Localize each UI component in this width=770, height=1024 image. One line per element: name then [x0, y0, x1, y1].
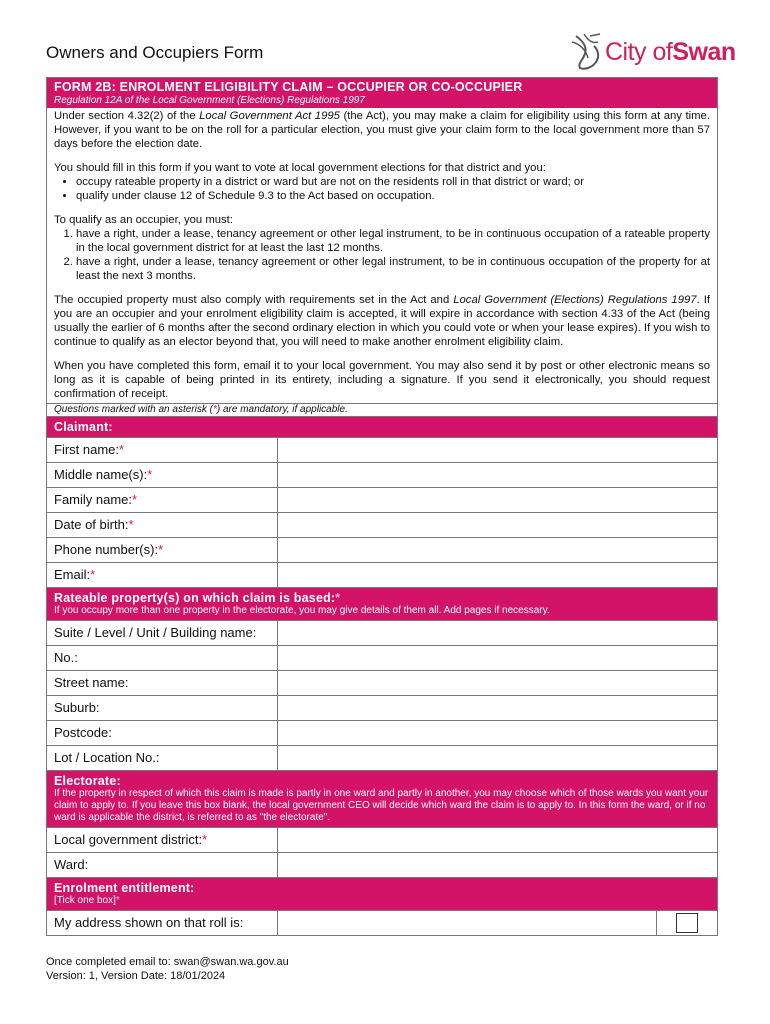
email-field[interactable] [278, 563, 717, 587]
city-of-swan-logo [570, 32, 736, 72]
intro-paragraph-1: Under section 4.32(2) of the Local Government Act 1995 (the Act), you may make a claim for eligibility using this form at any time. However, if you want to be on the roll for a particular election, you must give your claim form to the local government more than 57 days before the election date. [54, 110, 710, 150]
electorate-heading: Electorate: [54, 774, 121, 788]
postcode-label: Postcode: [47, 721, 278, 745]
ward-field[interactable] [278, 853, 717, 877]
middle-name-field[interactable] [278, 463, 717, 487]
logo-swan-text: Swan [672, 37, 736, 66]
footer-version-line: Version: 1, Version Date: 18/01/2024 [46, 970, 226, 982]
form-regulation: Regulation 12A of the Local Government (Elections) Regulations 1997 [54, 95, 365, 106]
ward-row [47, 852, 717, 877]
date-of-birth-label: Date of birth:* [47, 513, 278, 537]
lg-district-label: Local government district:* [47, 828, 278, 852]
phone-row [47, 537, 717, 562]
street-number-row [47, 645, 717, 670]
middle-name-label: Middle name(s):* [47, 463, 278, 487]
claimant-heading: Claimant: [54, 420, 113, 434]
address-roll-checkbox[interactable] [676, 913, 698, 933]
bullet-item: • occupy rateable property in a district or ward but are not on the residents roll in that district or ward; or [76, 175, 710, 189]
lot-number-label: Lot / Location No.: [47, 746, 278, 770]
entitlement-note: [Tick one box]* [54, 895, 120, 906]
building-name-row [47, 620, 717, 645]
electorate-note: If the property in respect of which this claim is made is partly in one ward and partly in another, you may choose which of those wards you want your claim to apply to. If you leave this box blank, the local government CEO will decide which ward the claim is to apply to. In this form the ward, or if no ward is applicable the district, is referred to as "the electorate". [54, 788, 709, 823]
email-label: Email:* [47, 563, 278, 587]
property-section-header [47, 587, 717, 620]
address-roll-label: My address shown on that roll is: [47, 911, 278, 935]
entitlement-section-header [47, 877, 717, 910]
ward-label: Ward: [47, 853, 278, 877]
mandatory-note: Questions marked with an asterisk (*) are mandatory, if applicable. [47, 403, 717, 416]
date-of-birth-field[interactable] [278, 513, 717, 537]
intro-numbered [54, 227, 710, 283]
property-note: If you occupy more than one property in the electorate, you may give details of them all. Add pages if necessary. [54, 605, 550, 616]
intro-paragraph-2: You should fill in this form if you want to vote at local government elections for that district and you: [54, 162, 546, 174]
form-intro [47, 108, 717, 401]
family-name-label: Family name:* [47, 488, 278, 512]
first-name-label: First name:* [47, 438, 278, 462]
postcode-row [47, 720, 717, 745]
street-name-field[interactable] [278, 671, 717, 695]
suburb-label: Suburb: [47, 696, 278, 720]
footer [46, 955, 289, 983]
phone-field[interactable] [278, 538, 717, 562]
property-heading: Rateable property(s) on which claim is based:* [54, 591, 341, 605]
date-of-birth-row [47, 512, 717, 537]
middle-name-row [47, 462, 717, 487]
street-name-label: Street name: [47, 671, 278, 695]
lg-district-field[interactable] [278, 828, 717, 852]
intro-paragraph-4: The occupied property must also comply with requirements set in the Act and Local Government (Elections) Regulations 1997. If you are an occupier and your enrolment eligibility claim is accepted, it will expire in accordance with section 4.33 of the Act (being usually the earlier of 6 months after the second ordinary election in which you could vote or when your lease expires). If you wish to continue to qualify as an elector beyond that, you will need to make another enrolment eligibility claim. [54, 294, 710, 348]
suburb-row [47, 695, 717, 720]
bullet-item: • qualify under clause 12 of Schedule 9.3 to the Act based on occupation. [76, 189, 710, 203]
intro-paragraph-3: To qualify as an occupier, you must: [54, 214, 233, 226]
entitlement-heading: Enrolment entitlement: [54, 881, 195, 895]
enrolment-form [46, 77, 718, 936]
page-title: Owners and Occupiers Form [46, 43, 264, 62]
footer-email-line: Once completed email to: swan@swan.wa.gov.au [46, 956, 289, 968]
intro-paragraph-5: When you have completed this form, email it to your local government. You may also send it by post or other electronic means so long as it is capable of being printed in its entirety, including a signature. If you send it electronically, you should request confirmation of receipt. [54, 360, 710, 400]
email-row [47, 562, 717, 587]
family-name-field[interactable] [278, 488, 717, 512]
first-name-row [47, 437, 717, 462]
family-name-row [47, 487, 717, 512]
lot-number-field[interactable] [278, 746, 717, 770]
claimant-section-header [47, 416, 717, 437]
postcode-field[interactable] [278, 721, 717, 745]
form-heading: FORM 2B: ENROLMENT ELIGIBILITY CLAIM – OCCUPIER OR CO-OCCUPIER [54, 80, 523, 94]
intro-bullets [54, 175, 710, 203]
electorate-section-header [47, 770, 717, 827]
form-banner [47, 78, 717, 108]
address-roll-row [47, 910, 717, 935]
lot-number-row [47, 745, 717, 770]
phone-label: Phone number(s):* [47, 538, 278, 562]
lg-district-row [47, 827, 717, 852]
building-name-label: Suite / Level / Unit / Building name: [47, 621, 278, 645]
street-name-row [47, 670, 717, 695]
street-number-field[interactable] [278, 646, 717, 670]
suburb-field[interactable] [278, 696, 717, 720]
street-number-label: No.: [47, 646, 278, 670]
numbered-item: 1. have a right, under a lease, tenancy agreement or other legal instrument, to be in continuous occupation of a rateable property in the local government district for at least the last 12 months. [76, 227, 710, 255]
logo-city-text: City of [605, 37, 673, 66]
numbered-item: 2. have a right, under a lease, tenancy agreement or other legal instrument, to be in continuous occupation of the property for at least the next 3 months. [76, 255, 710, 283]
swan-logo-icon [570, 32, 604, 72]
first-name-field[interactable] [278, 438, 717, 462]
building-name-field[interactable] [278, 621, 717, 645]
